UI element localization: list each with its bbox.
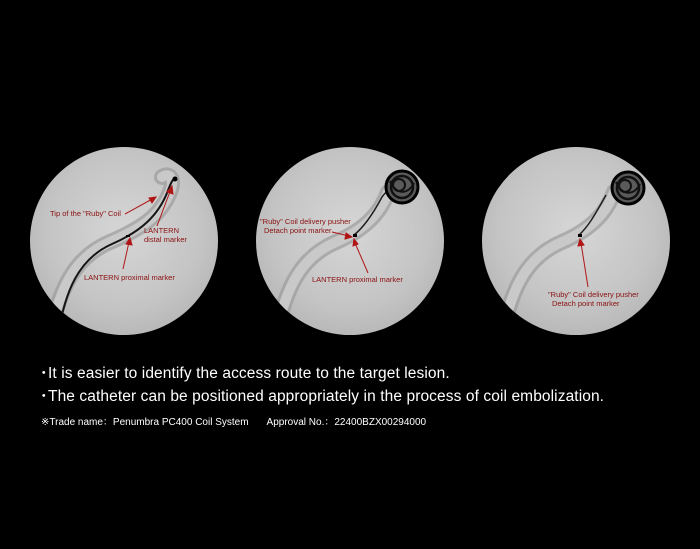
pusher-label-line1: "Ruby" Coil delivery pusher [260, 217, 351, 226]
approval-number: Approval No.：22400BZX00294000 [266, 417, 427, 428]
lantern-distal-label-line2: distal marker [144, 235, 187, 244]
bullet-point [36, 361, 450, 383]
angiography-image-3 [482, 147, 670, 335]
lantern-proximal-label: LANTERN proximal marker [84, 273, 175, 282]
footnote [41, 413, 426, 428]
coil-mass [386, 171, 418, 203]
angiography-image-2 [256, 147, 444, 335]
trade-name: ※Trade name：Penumbra PC400 Coil System [41, 417, 249, 428]
bullet-mark: ・ [36, 365, 52, 382]
vessel-drawing [30, 147, 218, 335]
bullet-point [36, 384, 604, 406]
lantern-proximal-label: LANTERN proximal marker [312, 275, 403, 284]
bullet-text: It is easier to identify the access route to the target lesion. [48, 365, 450, 382]
detach-marker-label: Detach point marker [264, 226, 332, 235]
detach-marker-label: Detach point marker [552, 299, 620, 308]
bullet-text: The catheter can be positioned appropriately in the process of coil embolization. [48, 388, 605, 405]
lantern-distal-label-line1: LANTERN [144, 226, 180, 235]
pusher-label-line1: "Ruby" Coil delivery pusher [548, 290, 639, 299]
coil-tip-label: Tip of the "Ruby" Coil [50, 209, 121, 218]
angiography-image-1 [30, 147, 218, 335]
bullet-mark: ・ [36, 388, 52, 405]
vessel-drawing [256, 147, 444, 335]
coil-mass [612, 172, 644, 204]
